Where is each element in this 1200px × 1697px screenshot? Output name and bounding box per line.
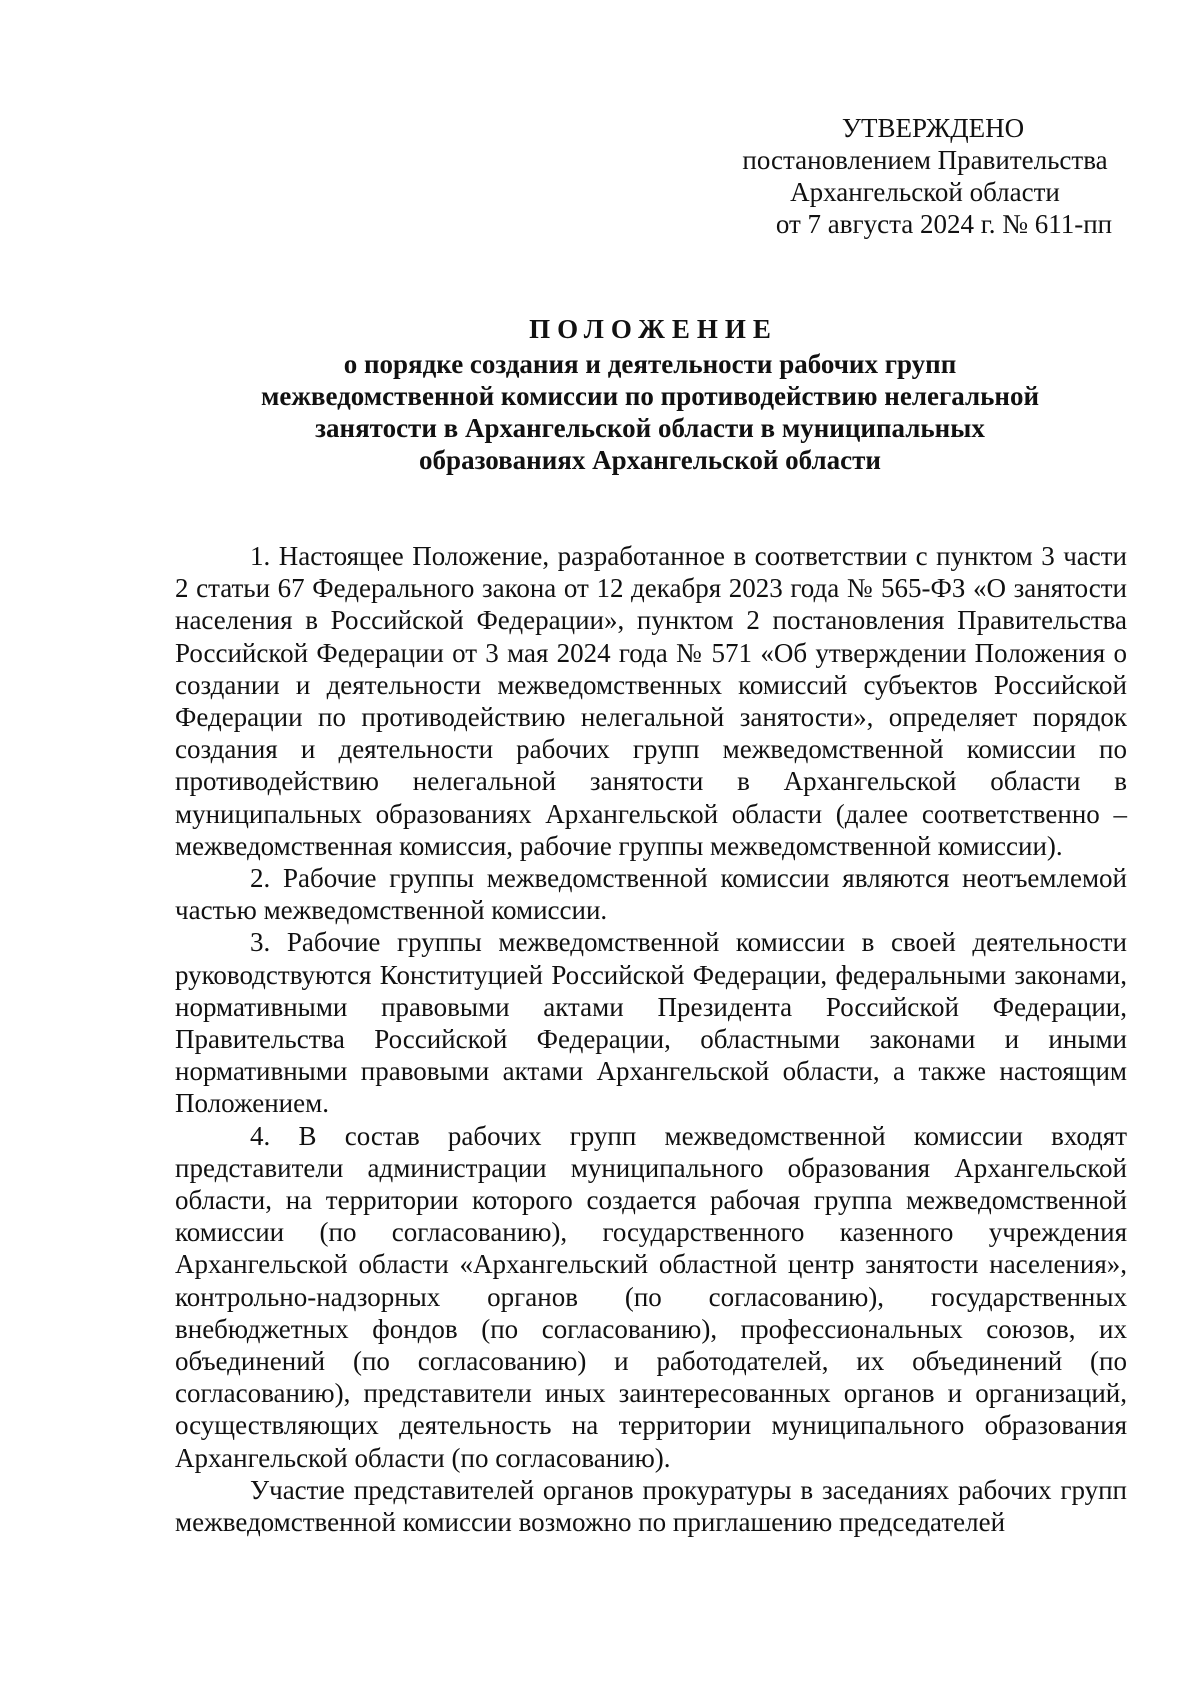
approval-date-number: от 7 августа 2024 г. № 611-пп (775, 209, 1113, 239)
subtitle-line: занятости в Архангельской области в муниципальных (315, 413, 985, 443)
paragraph-3: 3. Рабочие группы межведомственной комиссии в своей деятельности руководствуются Конституцией Российской Федерации, федеральными законами, нормативными правовыми актами Президента Российской Федерации, Правительства Российской Федерации, областными законами и иными нормативными правовыми актами Архангельской области, а также настоящим Положением. (175, 927, 1127, 1119)
document-title: ПОЛОЖЕНИЕ (529, 314, 778, 344)
approval-stamp (715, 112, 1135, 240)
approval-heading: УТВЕРЖДЕНО (841, 113, 1025, 143)
paragraph-2: 2. Рабочие группы межведомственной комиссии являются неотъемлемой частью межведомственной комиссии. (175, 863, 1127, 926)
subtitle-line: образованиях Архангельской области (419, 445, 881, 475)
paragraph-4-continuation: Участие представителей органов прокуратуры в заседаниях рабочих групп межведомственной комиссии возможно по приглашению председателей (175, 1474, 1127, 1538)
document-subtitle (175, 348, 1125, 476)
paragraph-1: 1. Настоящее Положение, разработанное в соответствии с пунктом 3 части 2 статьи 67 Федерального закона от 12 декабря 2023 года № 565-ФЗ «О занятости населения в Российской Федерации», пунктом 2 постановления Правительства Российской Федерации от 3 мая 2024 года № 571 «Об утверждении Положения о создании и деятельности межведомственных комиссий субъектов Российской Федерации по противодействию нелегальной занятости», определяет порядок создания и деятельности рабочих групп межведомственной комиссии по противодействию нелегальной занятости в Архангельской области в муниципальных образованиях Архангельской области (далее соответственно – межведомственная комиссия, рабочие группы межведомственной комиссии). (175, 541, 1127, 861)
document-body (175, 540, 1127, 1538)
document-title-block (175, 310, 1125, 476)
approval-line: постановлением Правительства (742, 145, 1108, 175)
approval-line: Архангельской области (790, 177, 1060, 207)
paragraph-4: 4. В состав рабочих групп межведомственной комиссии входят представители администрации муниципального образования Архангельской области, на территории которого создается рабочая группа межведомственной комиссии (по согласованию), государственного казенного учреждения Архангельской области «Архангельский областной центр занятости населения», контрольно-надзорных органов (по согласованию), государственных внебюджетных фондов (по согласованию), профессиональных союзов, их объединений (по согласованию) и работодателей, их объединений (по согласованию), представители иных заинтересованных органов и организаций, осуществляющих деятельность на территории муниципального образования Архангельской области (по согласованию). (175, 1120, 1127, 1473)
subtitle-line: межведомственной комиссии по противодействию нелегальной (260, 381, 1040, 411)
subtitle-line: о порядке создания и деятельности рабочих групп (343, 349, 957, 379)
